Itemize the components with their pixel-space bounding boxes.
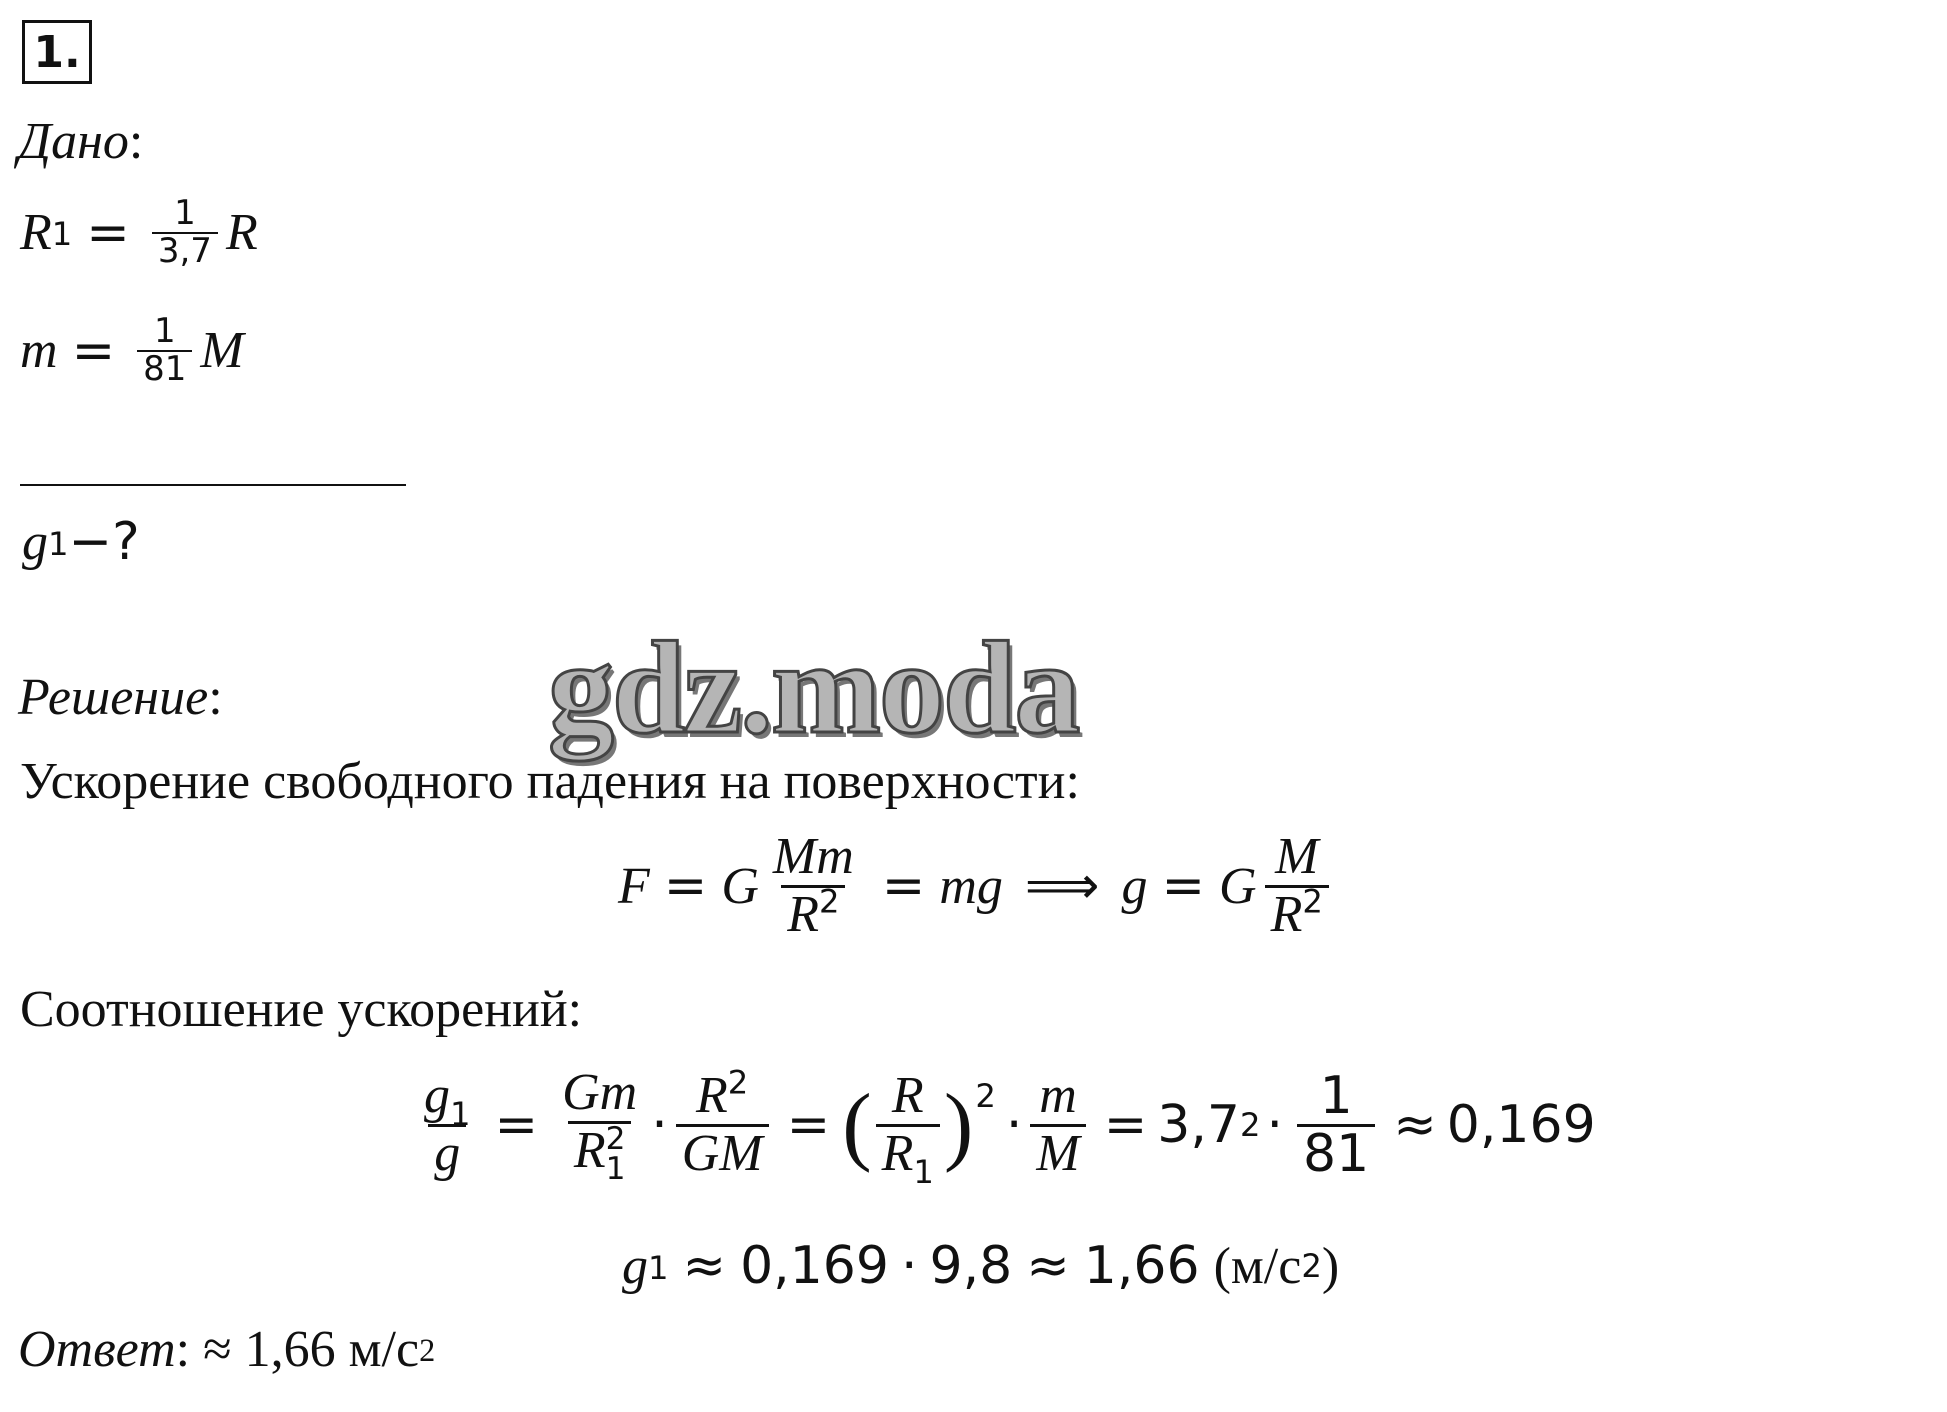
equation-gravity: F = G $\frac{Mm}{R^2}$ = mg ⟹ g = G $\frac{M}{R^2}$ [618, 830, 1337, 942]
fraction-m-r2: $\frac{M}{R^2}$ [1265, 830, 1329, 942]
fraction-m: $\frac{1}{81}$ [137, 314, 192, 387]
watermark-logo: gdz.moda [548, 614, 1079, 761]
answer-value: 1,66 м/с [244, 1321, 420, 1378]
given-label: Дано [18, 113, 129, 170]
fraction-r-r1: $\frac{R}{R_1}$ [876, 1069, 940, 1181]
fraction-mm-r2: $\frac{Mm}{R^2}$ [772, 828, 854, 943]
given-m: m = $\frac{1}{81}$ M [20, 311, 244, 389]
solution-label: Решение [18, 669, 209, 726]
fraction-r2-gm: $\frac{R^2}{GM}$ [676, 1069, 769, 1181]
fraction-g1-g: $\frac{g_1}{g}$ [424, 1067, 471, 1182]
find-line: g $_1$ −? [22, 512, 140, 572]
fraction-gm-r1sq: Gm R 2 1 [562, 1064, 638, 1187]
answer-label: Ответ [18, 1321, 176, 1378]
solution-text-1: Ускорение свободного падения на поверхности: [20, 753, 1080, 810]
fraction-r1: $\frac{1}{3,7}$ [152, 196, 218, 269]
problem-number-box [22, 20, 92, 84]
given-heading: Дано : [18, 113, 144, 170]
solution-text-2: Соотношение ускорений: [20, 981, 583, 1038]
given-r1: R $_1$ = $\frac{1}{3,7}$ R [20, 193, 258, 271]
equation-result: g $_1$ ≈ 0,169 · 9,8 ≈ 1,66 (м/с 2 ) [622, 1236, 1340, 1296]
problem-number: 1. [33, 26, 81, 78]
equation-ratio: $\frac{g_1}{g}$ = Gm R 2 1 · $\frac{R^2}{GM}$ = ( $\frac{R}{R_1}$ ) $^2$ · $\frac{m}{M}$ = 3,7 2 · $\frac{1}{81}$ ≈ 0,169 [410, 1066, 1596, 1184]
solution-heading: Решение : [18, 669, 223, 726]
answer-line: Ответ : ≈ 1,66 м/с 2 [18, 1321, 436, 1378]
fraction-m-bigm: $\frac{m}{M}$ [1030, 1069, 1085, 1181]
given-divider [20, 484, 406, 486]
fraction-1-81: $\frac{1}{81}$ [1297, 1069, 1375, 1181]
